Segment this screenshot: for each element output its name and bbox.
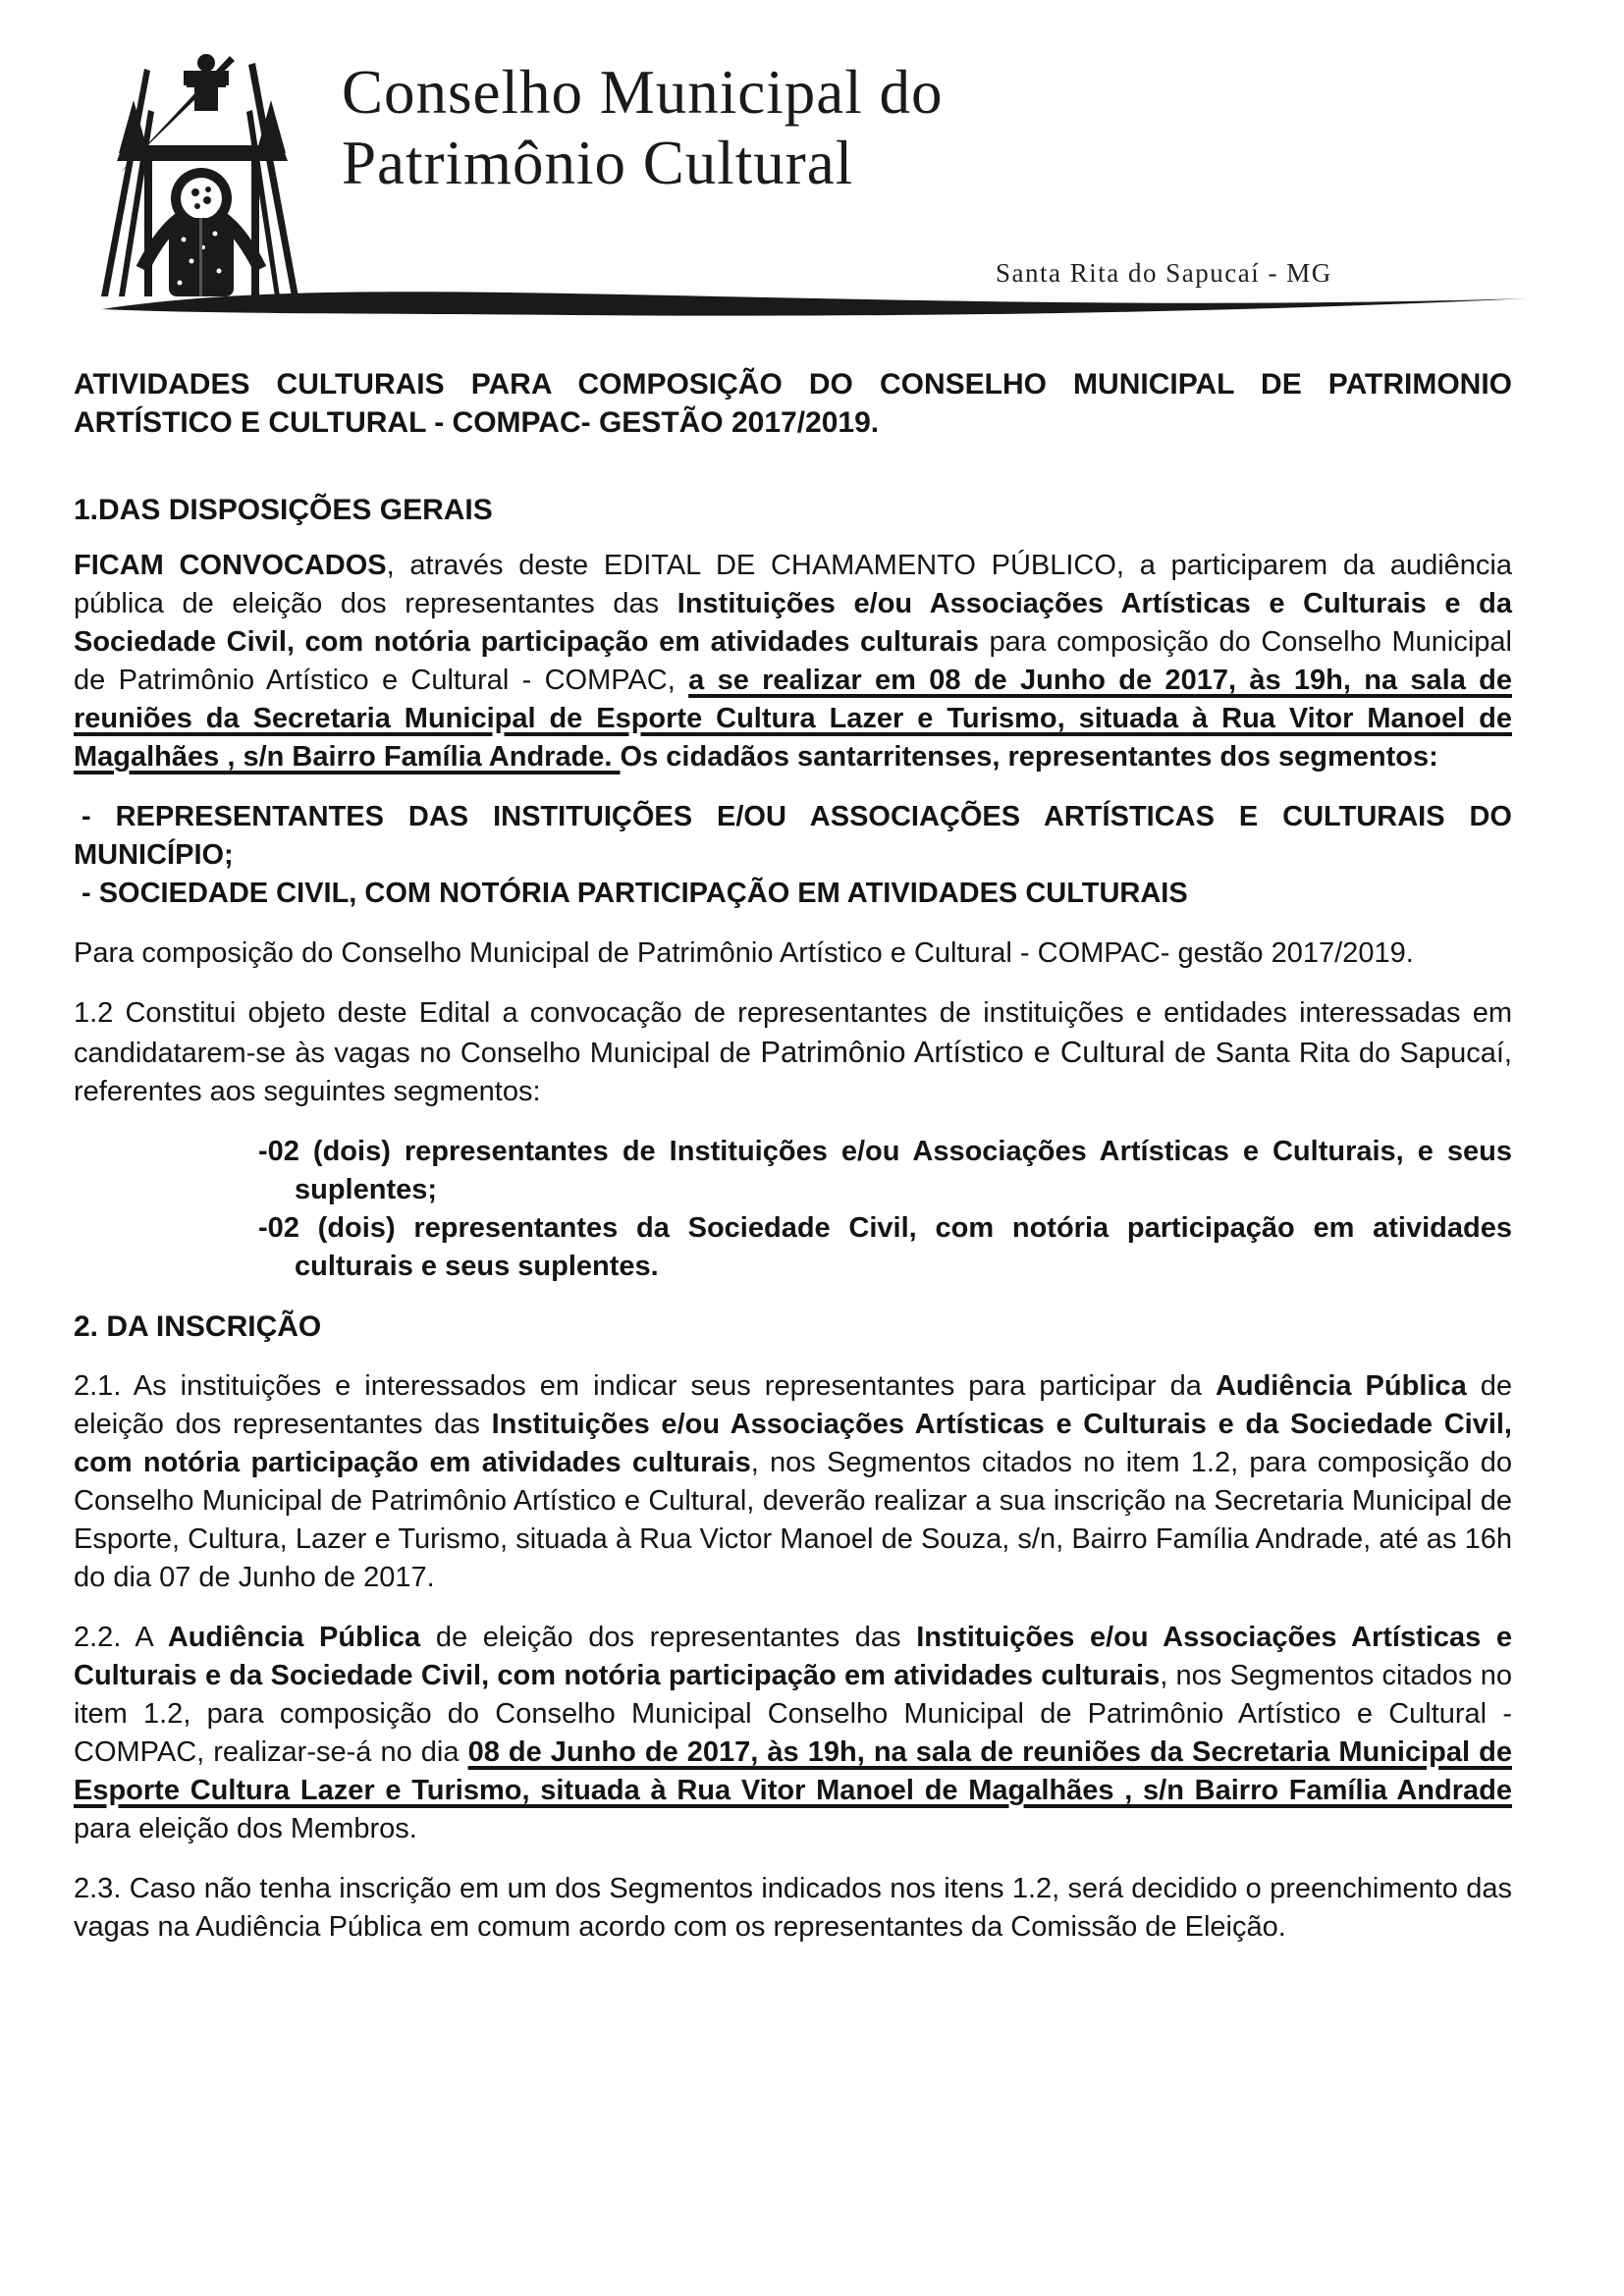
- text-run: Patrimônio Artístico e Cultural: [760, 1035, 1165, 1069]
- text-run: , nos Segmentos citados no item 1.2, para composição do Conselho Municipal Conselho Municipal de Patrimônio Artístico e Cultural - COMPAC, realizar-se-á no dia: [74, 1660, 1512, 1768]
- text-run: , através deste EDITAL DE CHAMAMENTO PÚBLICO, a participarem da audiência pública de eleição dos representantes das: [74, 550, 1512, 619]
- paragraph-2-2: [74, 1619, 1512, 1848]
- section-heading-inscricao: 2. DA INSCRIÇÃO: [74, 1310, 322, 1343]
- paragraph-convocacao: [74, 547, 1512, 776]
- text-run: Audiência Pública: [167, 1622, 421, 1653]
- text-run: FICAM CONVOCADOS: [74, 550, 387, 581]
- text-run: de eleição dos representantes das: [74, 1370, 1512, 1440]
- paragraph-2-1: [74, 1367, 1512, 1597]
- item-representantes-instituicoes: -02 (dois) representantes de Instituições e/ou Associações Artísticas e Culturais, e seus suplentes;: [258, 1136, 1512, 1205]
- section-heading-disposicoes: 1.DAS DISPOSIÇÕES GERAIS: [74, 494, 493, 526]
- bullet-instituicoes: - REPRESENTANTES DAS INSTITUIÇÕES E/OU ASSOCIAÇÕES ARTÍSTICAS E CULTURAIS DO MUNICÍPIO;: [74, 801, 1512, 871]
- text-run: Audiência Pública: [1215, 1370, 1467, 1402]
- text-run: Instituições e/ou Associações Artísticas e Culturais e da Sociedade Civil, com notória participação em atividades culturais: [74, 1409, 1512, 1478]
- text-run: Os cidadãos santarritenses, representantes dos segmentos:: [620, 741, 1438, 773]
- text-run: para eleição dos Membros.: [74, 1813, 417, 1844]
- org-name-line2: Patrimônio Cultural: [342, 129, 854, 197]
- text-run: 2.1. As instituições e interessados em indicar seus representantes para participar da: [74, 1370, 1216, 1402]
- text-run: Instituições e/ou Associações Artísticas e Culturais e da Sociedade Civil, com notória participação em atividades culturais: [74, 588, 1512, 658]
- text-run: 2.2. A: [74, 1622, 168, 1653]
- item-representantes-sociedade: -02 (dois) representantes da Sociedade Civil, com notória participação em atividades culturais e seus suplentes.: [258, 1212, 1512, 1282]
- text-run: de eleição dos representantes das: [420, 1622, 917, 1653]
- paragraph-1-2: [74, 994, 1512, 1111]
- text-run: para composição do Conselho Municipal de Patrimônio Artístico e Cultural - COMPAC,: [74, 626, 1512, 696]
- document-title: ATIVIDADES CULTURAIS PARA COMPOSIÇÃO DO CONSELHO MUNICIPAL DE PATRIMONIO ARTÍSTICO E CULTURAL - COMPAC- GESTÃO 2017/2019.: [74, 368, 1512, 439]
- paragraph-2-3: 2.3. Caso não tenha inscrição em um dos Segmentos indicados nos itens 1.2, será decidido o preenchimento das vagas na Audiência Pública em comum acordo com os representantes da Comissão de Eleição.: [74, 1873, 1512, 1943]
- text-run: Instituições e/ou Associações Artísticas e Culturais e da Sociedade Civil, com notória participação em atividades culturais: [74, 1622, 1512, 1691]
- org-location: Santa Rita do Sapucaí - MG: [996, 258, 1332, 288]
- text-run-underlined: 08 de Junho de 2017, às 19h, na sala de reuniões da Secretaria Municipal de Esporte Cultura Lazer e Turismo, situada à Rua Vitor Manoel de Magalhães , s/n Bairro Família Andrade: [74, 1736, 1512, 1806]
- org-name-line1: Conselho Municipal do: [342, 58, 944, 127]
- bullet-sociedade-civil: - SOCIEDADE CIVIL, COM NOTÓRIA PARTICIPAÇÃO EM ATIVIDADES CULTURAIS: [81, 878, 1188, 909]
- text-run: , nos Segmentos citados no item 1.2, para composição do Conselho Municipal de Patrimônio Artístico e Cultural, deverão realizar a sua inscrição na Secretaria Municipal de Esporte, Cultura, Lazer e Turismo, situada à Rua Victor Manoel de Souza, s/n, Bairro Família Andrade, até as 16h do dia 07 de Junho de 2017.: [74, 1447, 1512, 1593]
- paragraph-composicao: Para composição do Conselho Municipal de Patrimônio Artístico e Cultural - COMPAC- gestão 2017/2019.: [74, 937, 1414, 969]
- text-run: de Santa Rita do Sapucaí, referentes aos seguintes segmentos:: [74, 1038, 1512, 1107]
- text-run: 1.2 Constitui objeto deste Edital a convocação de representantes de instituições e entidades interessadas em candidatarem-se às vagas no Conselho Municipal de: [74, 997, 1512, 1069]
- text-run-underlined: a se realizar em 08 de Junho de 2017, às 19h, na sala de reuniões da Secretaria Municipal de Esporte Cultura Lazer e Turismo, situada à Rua Vitor Manoel de Magalhães , s/n Bairro Família Andrade.: [74, 665, 1512, 773]
